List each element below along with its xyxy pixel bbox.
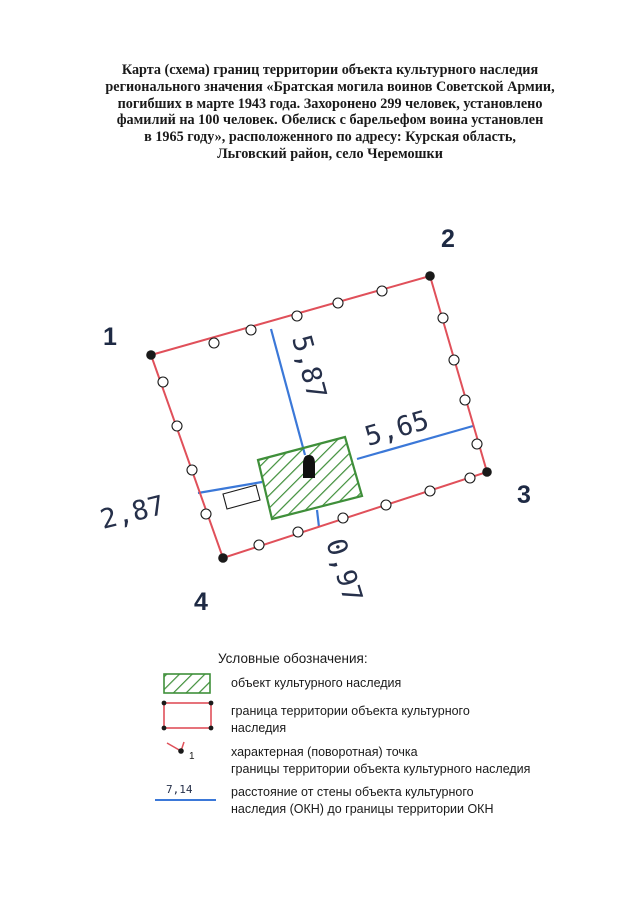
distance-label-top: 5,87	[285, 331, 333, 403]
turning-point-2	[425, 271, 435, 281]
distance-line-bottom	[317, 510, 319, 527]
title-line: погибших в марте 1943 года. Захоронено 299 человек, установлено	[117, 95, 543, 112]
legend-title: Условные обозначения:	[218, 651, 368, 666]
legend-item-heritage	[231, 675, 401, 692]
legend-item-point	[231, 744, 530, 778]
turning-point-1	[146, 350, 156, 360]
legend-text: наследия (ОКН) до границы территории ОКН	[231, 802, 494, 816]
legend-text: расстояние от стены объекта культурного	[231, 785, 474, 799]
distance-label-right: 5,65	[361, 405, 433, 453]
point-label-2: 2	[441, 225, 455, 253]
legend-text: граница территории объекта культурного	[231, 704, 470, 718]
point-label-4: 4	[194, 588, 208, 616]
point-label-1: 1	[103, 323, 117, 351]
legend-text: объект культурного наследия	[231, 676, 402, 690]
legend-text: границы территории объекта культурного наследия	[231, 762, 531, 776]
legend-point-sample-label: 1	[189, 751, 195, 762]
legend-text: характерная (поворотная) точка	[231, 745, 418, 759]
title-line: Карта (схема) границ территории объекта культурного наследия	[121, 62, 539, 78]
turning-point-4	[218, 553, 228, 563]
legend-heritage-icon	[164, 674, 210, 693]
obelisk-icon	[303, 455, 315, 478]
boundary-markers	[158, 286, 482, 550]
turning-point-3	[482, 467, 492, 477]
title-line: в 1965 году», расположенного по адресу: Курская область,	[144, 129, 516, 146]
legend-boundary-icon	[164, 703, 211, 728]
distance-label-left: 2,87	[97, 489, 168, 536]
title-line: фамилий на 100 человек. Обелиск с барельефом воина установлен	[116, 112, 544, 129]
legend-item-distance	[231, 784, 494, 818]
legend-boundary-corners	[162, 701, 214, 731]
title-line: регионального значения «Братская могила воинов Советской Армии,	[105, 78, 555, 95]
title-line: Льговский район, село Черемошки	[217, 145, 443, 162]
point-label-3: 3	[517, 481, 531, 509]
distance-label-bottom: 0,97	[319, 534, 368, 607]
legend-point-icon	[167, 742, 184, 754]
legend-distance-sample-value: 7,14	[166, 783, 193, 796]
legend-text: наследия	[231, 721, 287, 735]
legend-item-boundary	[231, 703, 470, 737]
